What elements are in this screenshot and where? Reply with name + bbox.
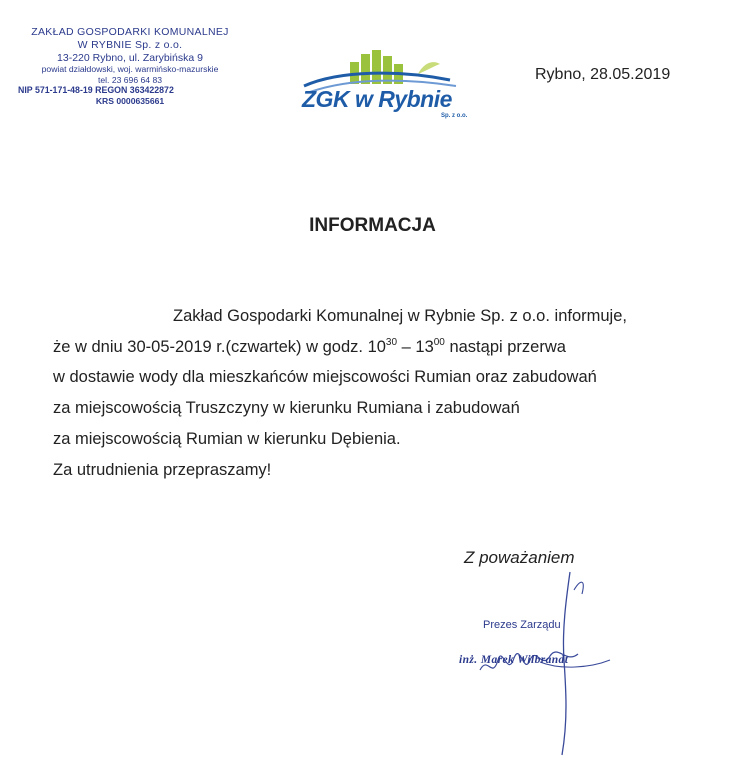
- body-line-times: [53, 332, 713, 363]
- stamp-address: 13-220 Rybno, ul. Zarybińska 9: [57, 51, 203, 64]
- stamp-nip-regon: NIP 571-171-48-19 REGON 363422872: [18, 85, 174, 96]
- body-text: że w dniu 30-05-2019 r.(czwartek) w godz. 10: [53, 337, 386, 356]
- signer-role: Prezes Zarządu: [483, 619, 561, 631]
- body-line-apology: Za utrudnienia przepraszamy!: [53, 460, 272, 479]
- body-line: Zakład Gospodarki Komunalnej w Rybnie Sp. z o.o. informuje,: [173, 307, 627, 325]
- stamp-company-name: ZAKŁAD GOSPODARKI KOMUNALNEJ: [31, 26, 229, 38]
- logo-suffix: Sp. z o.o.: [441, 113, 468, 119]
- closing-regards: Z poważaniem: [464, 548, 575, 567]
- body-line: w dostawie wody dla mieszkańców miejscowości Rumian oraz zabudowań: [53, 368, 597, 387]
- body-text: – 13: [397, 337, 434, 356]
- stamp-company-location: W RYBNIE Sp. z o.o.: [77, 38, 183, 51]
- company-stamp: [14, 26, 246, 107]
- body-text: nastąpi przerwa: [444, 337, 566, 356]
- time-start-minutes: 30: [385, 336, 398, 348]
- page-title: INFORMACJA: [309, 215, 436, 236]
- stamp-phone: tel. 23 696 64 83: [97, 74, 163, 85]
- document-body: [53, 301, 713, 485]
- body-line: za miejscowością Truszczyny w kierunku Rumiana i zabudowań: [53, 399, 520, 418]
- stamp-krs: KRS 0000635661: [95, 96, 165, 107]
- stamp-region: powiat działdowski, woj. warmińsko-mazurskie: [41, 64, 219, 75]
- company-logo: [300, 40, 470, 125]
- body-line: za miejscowością Rumian w kierunku Dębienia.: [53, 429, 401, 448]
- logo-name: ZGK w Rybnie: [302, 86, 452, 112]
- time-end-minutes: 00: [433, 336, 445, 348]
- signer-name: inż. Marek Wilbrandt: [459, 654, 569, 666]
- document-date: Rybno, 28.05.2019: [535, 66, 671, 83]
